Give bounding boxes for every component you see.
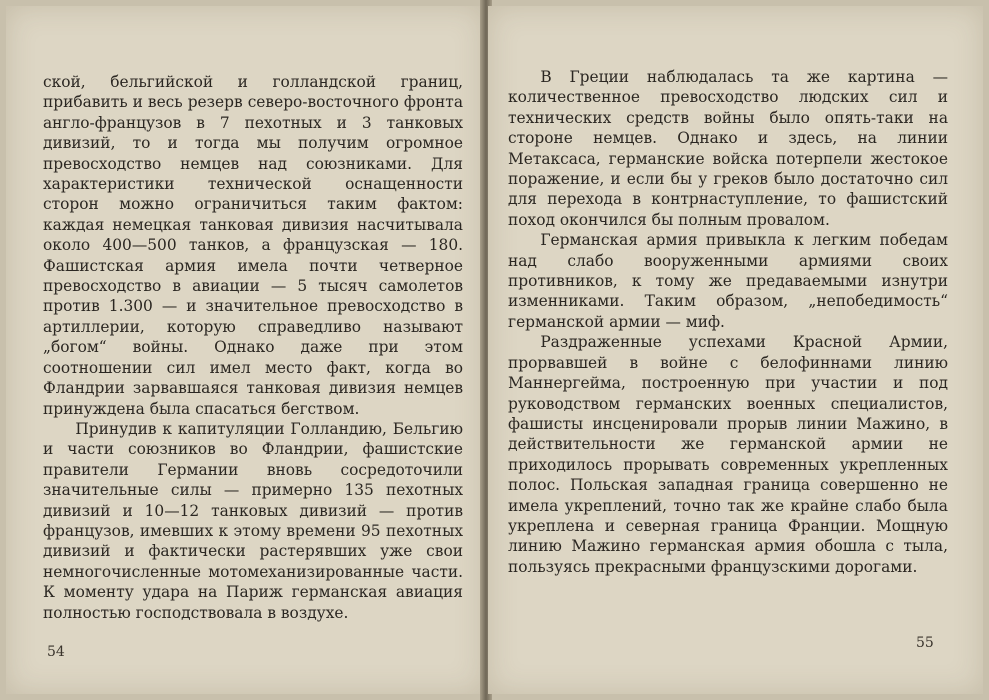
right-page-text <box>508 67 948 577</box>
page-number: 55 <box>916 635 934 651</box>
right-page <box>488 6 983 694</box>
paragraph: В Греции наблюдалась та же картина — количественное превосходство людских сил и технических средств войны было опять-таки на стороне немцев. Однако и здесь, на линии Метаксаса, германские войска потерпели жестокое поражение, и если бы у греков было достаточно сил для перехода в контрнаступление, то фашистский поход окончился бы полным провалом. <box>508 68 948 229</box>
paragraph: Раздраженные успехами Красной Армии, прорвавшей в войне с белофиннами линию Маннергейма, построенную при участии и под руководством германских военных специалистов, фашисты инсценировали прорыв линии Мажино, в действительности же германской армии не приходилось прорывать современных укрепленных полос. Польская западная граница совершенно не имела укреплений, точно так же крайне слабо была укреплена и северная граница Франции. Мощную линию Мажино германская армия обошла с тыла, пользуясь прекрасными французскими дорогами. <box>508 333 948 576</box>
page-number: 54 <box>47 644 65 660</box>
left-page-text <box>43 72 463 623</box>
paragraph: Принудив к капитуляции Голландию, Бельгию и части союзников во Фландрии, фашистские правители Германии вновь сосредоточили значительные силы — примерно 135 пехотных дивизий и 10—12 танковых дивизий — против французов, имевших к этому времени 95 пехотных дивизий и фактически растерявших уже свои немногочисленные мотомеханизированные части. К моменту удара на Париж германская авиация полностью господствовала в воздухе. <box>43 419 463 622</box>
paragraph: ской, бельгийской и голландской границ, прибавить и весь резерв северо-восточного фронта англо-французов в 7 пехотных и 3 танковых дивизий, то и тогда мы получим огромное превосходство немцев над союзниками. Для характеристики технической оснащенности сторон можно ограничиться таким фактом: каждая немецкая танковая дивизия насчитывала около 400—500 танков, а французская — 180. Фашистская армия имела почти четверное превосходство в авиации — 5 тысяч самолетов против 1.300 — и значительное превосходство в артиллерии, которую справедливо называют „богом“ войны. Однако даже при этом соотношении сил имел место факт, когда во Фландрии зарвавшаяся танковая дивизия немцев принуждена была спасаться бегством. <box>43 73 463 418</box>
paragraph: Германская армия привыкла к легким победам над слабо вооруженными армиями своих противников, к тому же предаваемыми изнутри изменниками. Таким образом, „непобедимость“ германской армии — миф. <box>508 231 948 331</box>
left-page <box>6 6 484 694</box>
